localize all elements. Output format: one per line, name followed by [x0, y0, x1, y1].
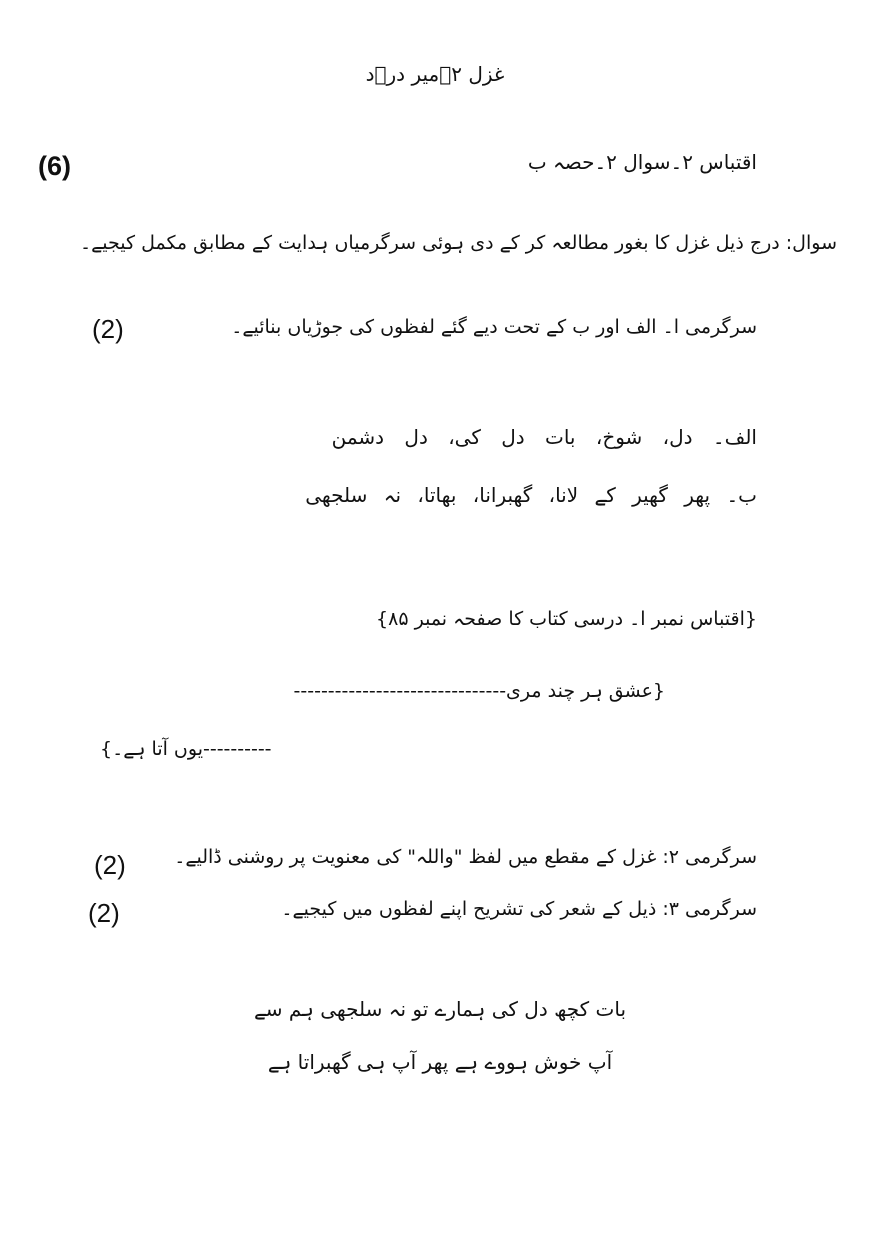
excerpt-line-1: {عشق ہر چند مری------------------------------- — [293, 680, 665, 702]
excerpt-reference: {اقتباس نمبر ا۔ درسی کتاب کا صفحہ نمبر ۸۵} — [376, 608, 757, 630]
section-heading: اقتباس ۲۔سوال ۲۔حصہ ب — [527, 150, 757, 174]
activity1-marks: (2) — [92, 314, 124, 344]
activity3-text: سرگرمی ۳: ذیل کے شعر کی تشریح اپنے لفظوں میں کیجیے۔ — [281, 898, 757, 920]
activity3-marks: (2) — [88, 898, 120, 928]
section-marks: (6) — [38, 151, 71, 181]
pair-row-a: الف۔ دل، شوخ، بات دل کی، دل دشمن — [331, 425, 757, 449]
page-title: غزل ۲۔میر درؔد — [365, 62, 505, 86]
pair-row-b: ب۔ پھر گھیر کے لانا، گھبرانا، بھاتا، نہ سلجھی — [305, 483, 757, 507]
activity2-marks: (2) — [94, 850, 126, 880]
couplet-line-1: بات کچھ دل کی ہمارے تو نہ سلجھی ہم سے — [253, 997, 627, 1021]
excerpt-line-2: ----------یوں آتا ہے۔} — [100, 738, 272, 760]
question-instruction: سوال: درج ذیل غزل کا بغور مطالعہ کر کے دی ہوئی سرگرمیاں ہدایت کے مطابق مکمل کیجیے۔ — [79, 232, 837, 254]
couplet-line-2: آپ خوش ہووے ہے پھر آپ ہی گھبراتا ہے — [267, 1050, 613, 1074]
activity2-text: سرگرمی ۲: غزل کے مقطع میں لفظ "واللہ" کی معنویت پر روشنی ڈالیے۔ — [174, 846, 757, 868]
activity1-text: سرگرمی ا۔ الف اور ب کے تحت دیے گئے لفظوں کی جوڑیاں بنائیے۔ — [231, 316, 757, 338]
